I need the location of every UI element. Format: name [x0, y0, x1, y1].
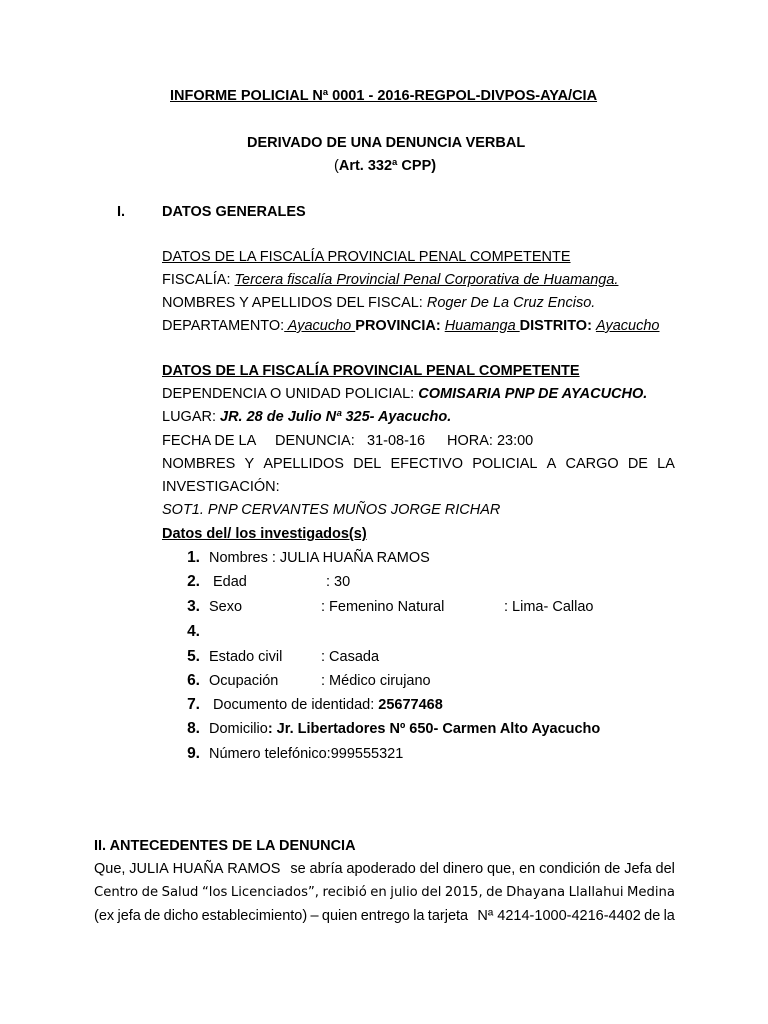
paragraph-word: dicho [163, 908, 199, 924]
item-number: 5. [187, 648, 200, 665]
departamento-label: DEPARTAMENTO: [162, 318, 285, 334]
item-lugar-value: : Lima- Callao [504, 599, 594, 615]
paragraph-line-3 [94, 907, 675, 925]
dependencia-label: DEPENDENCIA O UNIDAD POLICIAL: [162, 386, 419, 402]
item-number: 2. [187, 573, 200, 590]
police-heading: DATOS DE LA FISCALÍA PROVINCIAL PENAL COMPETENTE [162, 363, 580, 379]
lugar-value: JR. 28 de Julio Nª 325- Ayacucho. [220, 409, 452, 425]
paragraph-word: 2015, [444, 885, 483, 900]
paragraph-word: Jefa [624, 861, 652, 877]
efectivo-word: NOMBRES [162, 456, 236, 472]
article-reference [334, 157, 436, 175]
item-estado-value: : Casada [321, 649, 380, 665]
item-documento-label: Documento de identidad: [213, 697, 379, 713]
provincia-label: PROVINCIA: [355, 318, 445, 334]
item-edad-value: : 30 [326, 574, 351, 590]
paragraph-line-1 [94, 860, 675, 878]
item-ocupacion-label: Ocupación [209, 673, 279, 689]
paragraph-word: dinero [442, 861, 484, 877]
article-text: Art. 332ª CPP) [338, 158, 437, 174]
dependencia-value: COMISARIA PNP DE AYACUCHO. [418, 386, 648, 402]
item-number: 3. [187, 598, 200, 615]
fiscal-label: NOMBRES Y APELLIDOS DEL FISCAL: [162, 295, 427, 311]
item-domicilio [209, 720, 600, 738]
report-subtitle: DERIVADO DE UNA DENUNCIA VERBAL [247, 135, 526, 151]
fiscalia-line [162, 271, 618, 289]
paragraph-word: Nª 4214-1000-4216-4402 [477, 908, 641, 924]
paragraph-word: Que, [94, 861, 126, 877]
fecha-label-2: DENUNCIA: [275, 433, 355, 449]
paragraph-word: Licenciados”, [230, 885, 319, 900]
item-number: 6. [187, 672, 200, 689]
efectivo-word: A [546, 456, 557, 472]
dependencia-line [162, 385, 647, 403]
paragraph-word: que, [487, 861, 516, 877]
efectivo-line-2: INVESTIGACIÓN: [162, 479, 280, 495]
paragraph-word: – [310, 908, 319, 924]
paragraph-word: apoderado [346, 861, 416, 877]
report-title [170, 87, 597, 105]
paragraph-word: de [486, 885, 503, 900]
paragraph-word: “los [201, 885, 228, 900]
departamento-value: Ayacucho [284, 318, 356, 334]
item-estado-label: Estado civil [209, 649, 283, 665]
section-1-heading: DATOS GENERALES [162, 204, 306, 220]
fiscalia-heading: DATOS DE LA FISCALÍA PROVINCIAL PENAL COMPETENTE [162, 249, 571, 265]
fecha-value: 31-08-16 [367, 433, 426, 449]
paragraph-word: Dhayana [506, 885, 566, 900]
fecha-label: FECHA DE LA [162, 433, 257, 449]
item-sexo-label: Sexo [209, 599, 243, 615]
item-nombres: Nombres : JULIA HUAÑA RAMOS [209, 550, 430, 566]
report-title-text: INFORME POLICIAL Nª 0001 - 2016-REGPOL-DIVPOS-AYA/CIA [170, 88, 598, 104]
paragraph-word: JULIA [129, 861, 169, 877]
article-paren: ( [334, 158, 339, 174]
paragraph-word: de [144, 908, 161, 924]
item-domicilio-value: : Jr. Libertadores Nº 650- Carmen Alto Ayacucho [267, 721, 601, 737]
item-number: 9. [187, 745, 200, 762]
paragraph-word: en [370, 885, 387, 900]
investigados-heading: Datos del/ los investigados(s) [162, 526, 367, 542]
paragraph-word: del [419, 861, 439, 877]
paragraph-word: condición [539, 861, 601, 877]
item-number: 7. [187, 696, 200, 713]
efectivo-word: DE [627, 456, 648, 472]
paragraph-word: de [604, 861, 621, 877]
paragraph-word: HUAÑA [172, 861, 224, 877]
item-edad-label: Edad [213, 574, 247, 590]
paragraph-word: del [655, 861, 675, 877]
section-1-number: I. [117, 204, 126, 220]
paragraph-word: la [413, 908, 425, 924]
paragraph-word: entrego [360, 908, 410, 924]
efectivo-word: Y [244, 456, 255, 472]
paragraph-word: en [519, 861, 536, 877]
fiscalia-value: Tercera fiscalía Provincial Penal Corporativa de Huamanga. [234, 272, 619, 288]
paragraph-word: la [663, 908, 675, 924]
fiscalia-label: FISCALÍA: [162, 272, 235, 288]
paragraph-word: Centro [94, 885, 139, 900]
item-ocupacion-value: : Médico cirujano [321, 673, 431, 689]
paragraph-word: abría [309, 861, 343, 877]
paragraph-word: tarjeta [427, 908, 469, 924]
paragraph-word: se [290, 861, 306, 877]
paragraph-word: Salud [161, 885, 199, 900]
location-line [162, 317, 660, 335]
fiscal-value: Roger De La Cruz Enciso. [426, 295, 596, 311]
paragraph-word: jefa [117, 908, 141, 924]
paragraph-word: Medina [627, 885, 675, 900]
efectivo-word: EFECTIVO [390, 456, 464, 472]
paragraph-word: del [421, 885, 442, 900]
lugar-line [162, 408, 451, 426]
lugar-label: LUGAR: [162, 409, 221, 425]
efectivo-word: APELLIDOS [263, 456, 344, 472]
provincia-value: Huamanga [444, 318, 520, 334]
item-number: 1. [187, 549, 200, 566]
paragraph-word: de [644, 908, 661, 924]
efectivo-word: LA [657, 456, 675, 472]
paragraph-word: quien [321, 908, 358, 924]
efectivo-word: CARGO [565, 456, 619, 472]
efectivo-value: SOT1. PNP CERVANTES MUÑOS JORGE RICHAR [162, 502, 501, 518]
efectivo-word: DEL [353, 456, 382, 472]
paragraph-word: recibió [322, 885, 367, 900]
efectivo-line-1 [162, 455, 675, 473]
item-number: 4. [187, 623, 200, 640]
paragraph-word: establecimiento) [201, 908, 308, 924]
efectivo-word: POLICIAL [472, 456, 538, 472]
section-2-heading: II. ANTECEDENTES DE LA DENUNCIA [94, 838, 356, 854]
paragraph-word: de [141, 885, 159, 900]
item-domicilio-label: Domicilio [209, 721, 268, 737]
item-documento-value: 25677468 [378, 697, 443, 713]
paragraph-word: Llallahui [568, 885, 624, 900]
paragraph-word: RAMOS [227, 861, 281, 877]
item-telefono: Número telefónico:999555321 [209, 746, 404, 762]
paragraph-word: (ex [94, 908, 115, 924]
item-sexo-value: : Femenino Natural [321, 599, 445, 615]
paragraph-line-2 [94, 884, 675, 902]
distrito-label: DISTRITO: [519, 318, 596, 334]
distrito-value: Ayacucho [595, 318, 660, 334]
hora-label: HORA: 23:00 [447, 433, 534, 449]
item-number: 8. [187, 720, 200, 737]
item-documento [213, 696, 443, 714]
paragraph-word: julio [390, 885, 418, 900]
fiscal-line [162, 294, 595, 312]
